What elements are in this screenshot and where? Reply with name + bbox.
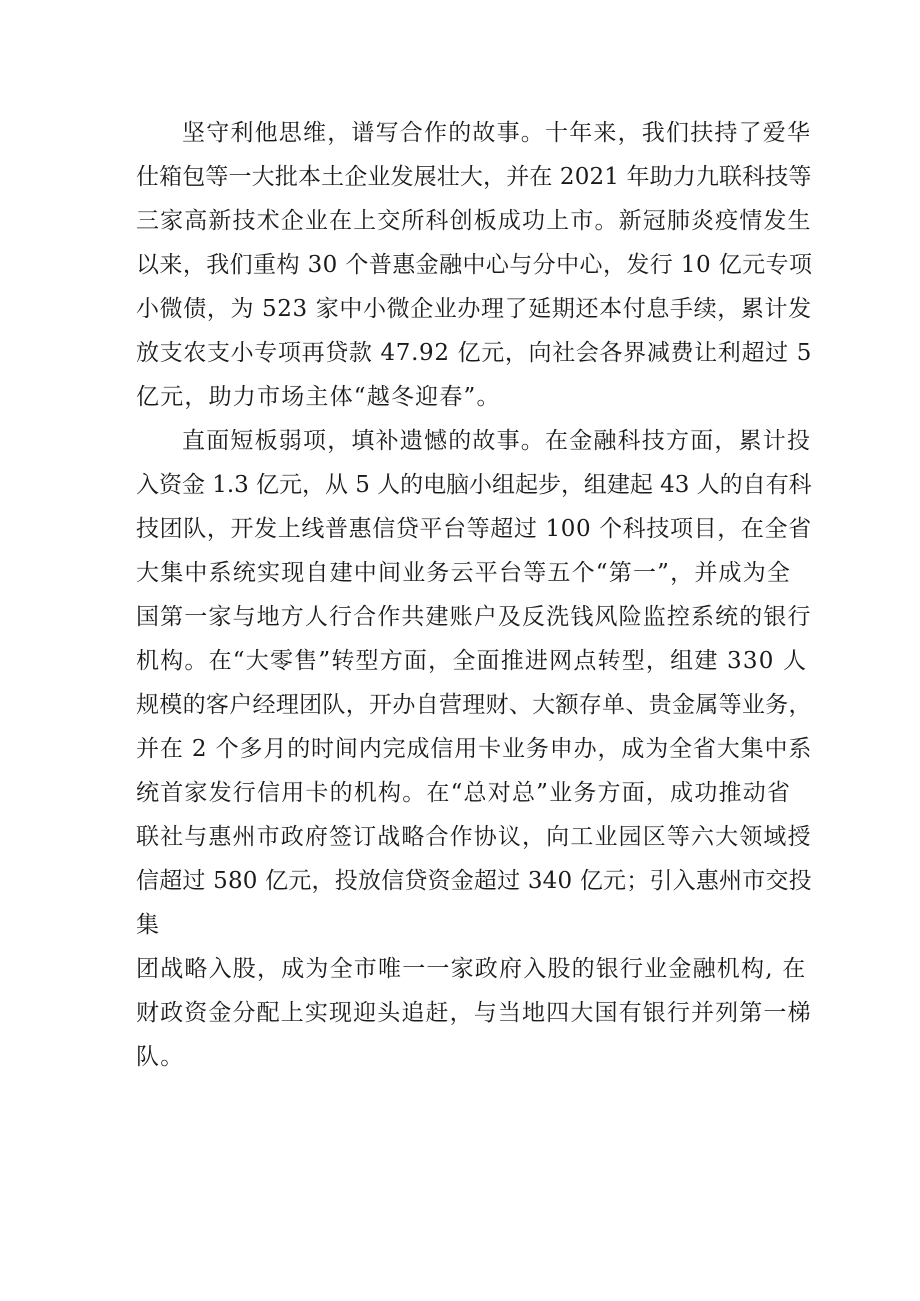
paragraph-line: 三家高新技术企业在上交所科创板成功上市。新冠肺炎疫情发生 — [136, 208, 812, 234]
paragraph-line: 国第一家与地方人行合作共建账户及反洗钱风险监控系统的银行 — [136, 604, 812, 630]
paragraph-line: 规模的客户经理团队，开办自营理财、大额存单、贵金属等业务， — [136, 692, 812, 718]
paragraph-line: 并在 2 个多月的时间内完成信用卡业务申办，成为全省大集中系 — [136, 736, 813, 762]
paragraph-line: 集 — [136, 912, 161, 938]
paragraph-line: 财政资金分配上实现迎头追赶，与当地四大国有银行并列第一梯 — [136, 1000, 812, 1026]
paragraph-line: 坚守利他思维，谱写合作的故事。十年来，我们扶持了爱华 — [182, 120, 812, 146]
paragraph-line: 技团队，开发上线普惠信贷平台等超过 100 个科技项目，在全省 — [136, 516, 812, 542]
paragraph-line: 入资金 1.3 亿元，从 5 人的电脑小组起步，组建起 43 人的自有科 — [136, 472, 812, 498]
paragraph-line: 以来，我们重构 30 个普惠金融中心与分中心，发行 10 亿元专项 — [136, 252, 813, 278]
paragraph-line: 直面短板弱项，填补遗憾的故事。在金融科技方面，累计投 — [182, 428, 812, 454]
paragraph-line: 统首家发行信用卡的机构。在“总对总”业务方面，成功推动省 — [136, 780, 792, 806]
paragraph-line: 机构。在“大零售”转型方面，全面推进网点转型，组建 330 人 — [136, 648, 808, 674]
paragraph-line: 小微债，为 523 家中小微企业办理了延期还本付息手续，累计发 — [136, 296, 812, 322]
paragraph-line: 团战略入股，成为全市唯一一家政府入股的银行业金融机构, 在 — [136, 956, 807, 982]
paragraph-line: 信超过 580 亿元，投放信贷资金超过 340 亿元；引入惠州市交投 — [136, 868, 812, 894]
paragraph-line: 仕箱包等一大批本土企业发展壮大，并在 2021 年助力九联科技等 — [136, 164, 812, 190]
paragraph-line: 放支农支小专项再贷款 47.92 亿元，向社会各界减费让利超过 5 — [136, 340, 813, 366]
paragraph-line: 亿元，助力市场主体“越冬迎春”。 — [136, 384, 501, 410]
paragraph-line: 联社与惠州市政府签订战略合作协议，向工业园区等六大领域授 — [136, 824, 812, 850]
paragraph-line: 队。 — [136, 1044, 185, 1070]
paragraph-line: 大集中系统实现自建中间业务云平台等五个“第一”，并成为全 — [136, 560, 792, 586]
